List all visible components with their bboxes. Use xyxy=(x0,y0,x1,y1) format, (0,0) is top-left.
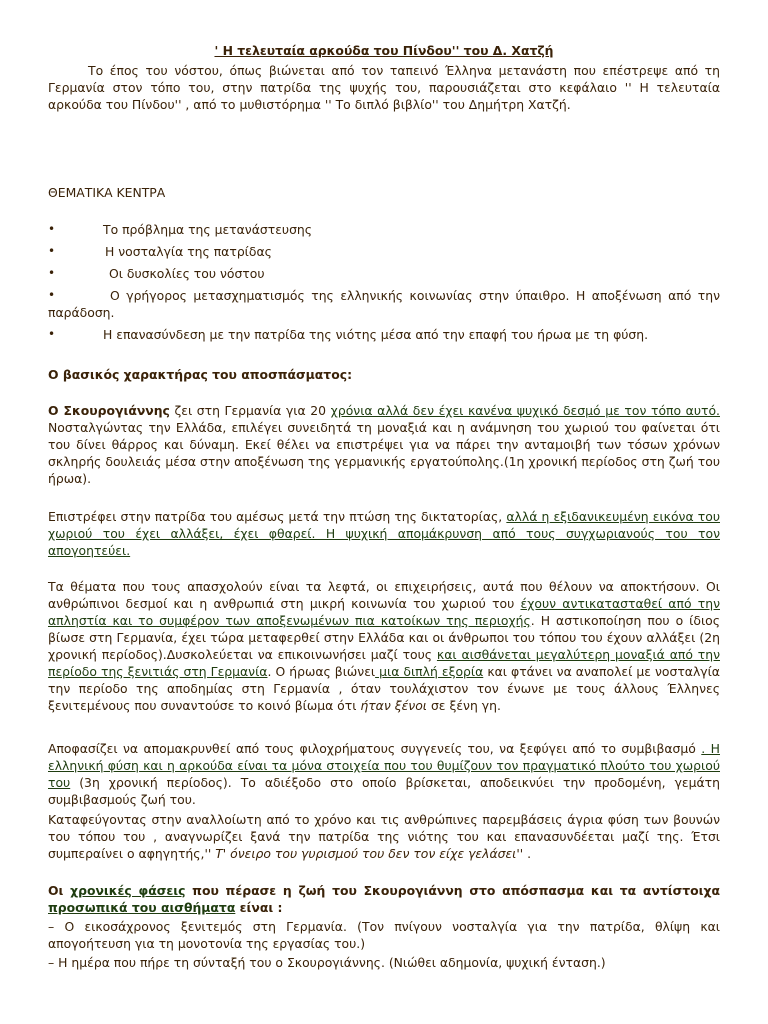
theme-text: Η επανασύνδεση με την πατρίδα της νιότης μέσα από την επαφή του ήρωα με τη φύση. xyxy=(103,327,649,342)
text-run: . Ο ήρωας βιώνει xyxy=(267,664,376,679)
text-run: Επιστρέφει στην πατρίδα του αμέσως μετά την πτώση της δικτατορίας, xyxy=(48,509,507,524)
list-item xyxy=(48,243,720,260)
theme-text: Οι δυσκολίες του νόστου xyxy=(109,266,265,281)
character-heading: Ο βασικός χαρακτήρας του αποσπάσματος: xyxy=(48,367,353,382)
text-run: και φτάνει να αναπολεί με νοσταλγία την περίοδο της αποδημίας στη Γερμανία , όταν τουλάχιστον τον ένωνε με τους άλλους Έλληνες ξενιτεμένους που συναντούσε το κοινό βίωμα ότι xyxy=(48,664,720,713)
text-run: . xyxy=(523,846,532,861)
bullet-icon: • xyxy=(48,327,56,341)
theme-text: Το πρόβλημα της μετανάστευσης xyxy=(103,222,313,237)
italic-text: ήταν ξένοι xyxy=(360,698,428,713)
text-run: . Η αστικοποίηση που ο ίδιος βίωσε στη Γερμανία, έχει τώρα μεταφερθεί στην Ελλάδα και οι άνθρωποι του τόπου του έχουν αλλάξει (2η χρονική περίοδος).Δυσκολεύεται να επικοινωνήσει μαζί τους xyxy=(48,613,720,662)
list-item xyxy=(48,221,720,238)
paragraph-1 xyxy=(48,402,720,487)
phase-item: – Η ημέρα που πήρε τη σύνταξή του ο Σκουρογιάννης. (Νιώθει αδημονία, ψυχική ένταση.) xyxy=(48,955,606,970)
themes-heading: ΘΕΜΑΤΙΚΑ ΚΕΝΤΡΑ xyxy=(48,185,166,200)
underlined-text: αλλά η εξιδανικευμένη εικόνα του χωριού του έχει αλλάξει, έχει φθαρεί. Η ψυχική απομάκρυνση από τους συγχωριανούς του τον απογοητεύει. xyxy=(48,509,720,558)
theme-text: Η νοσταλγία της πατρίδας xyxy=(105,244,272,259)
paragraph-3 xyxy=(48,578,720,714)
text-run: Οι xyxy=(48,883,71,898)
phases-heading xyxy=(48,882,720,916)
paragraph-5 xyxy=(48,811,720,862)
list-item xyxy=(48,287,720,321)
underlined-text: προσωπικά του αισθήματα xyxy=(48,900,236,915)
text-run: Καταφεύγοντας στην αναλλοίωτη από το χρόνο και τις ανθρώπινες παρεμβάσεις άγρια φύση των βουνών του τόπου του , αναγνωρίζει ξανά την πατρίδα της νιότης του και επανασυνδέεται μαζί της. Έτσι συμπεραίνει ο αφηγητής,'' xyxy=(48,812,720,861)
themes-list xyxy=(48,221,720,348)
bullet-icon: • xyxy=(48,244,56,258)
bullet-icon: • xyxy=(48,266,56,280)
text-run: Αποφασίζει να απομακρυνθεί από τους φιλοχρήματους συγγενείς του, να ξεφύγει από το συμβιβασμό xyxy=(48,741,702,756)
underlined-text: και αισθάνεται μεγαλύτερη μοναξιά από την περίοδο της ξενιτιάς στη Γερμανία xyxy=(48,647,720,679)
text-run: (3η χρονική περίοδος). Το αδιέξοδο στο οποίο βρίσκεται, αποδεικνύει την προδομένη, γεμάτη συμβιβασμούς ζωή του. xyxy=(48,775,720,807)
underlined-text: . Η ελληνική φύση και η αρκούδα είναι τα μόνα στοιχεία που του θυμίζουν τον πραγματικό πλούτο του χωριού του xyxy=(48,741,720,790)
hero-name: Ο Σκουρογιάννης xyxy=(48,403,170,418)
bullet-icon: • xyxy=(48,222,56,236)
underlined-text: χρόνια αλλά δεν έχει κανένα ψυχικό δεσμό με τον τόπο αυτό. xyxy=(330,403,720,418)
underlined-text: έχουν αντικατασταθεί από την απληστία και το συμφέρον των αποξενωμένων πια κατοίκων της περιοχής xyxy=(48,596,720,628)
paragraph-4 xyxy=(48,740,720,808)
phase-item: – Ο εικοσάχρονος ξενιτεμός στη Γερμανία. (Τον πνίγουν νοσταλγία για την πατρίδα, θλίψη και απογοήτευση για τη μονοτονία της εργασίας του.) xyxy=(48,919,720,951)
text-run: Νοσταλγώντας την Ελλάδα, επιλέγει συνειδητά τη μοναξιά και η ανάμνηση του χωριού του φαίνεται ότι του δίνει θάρρος και δύναμη. Εκεί θέλει να επιστρέψει για να πάρει την ανταμοιβή των τόσων χρόνων σκληρής δουλειάς μέσα στην αποξένωση της γερμανικής εργατούπολης.(1η χρονική περίοδος στη ζωή του ήρωα). xyxy=(48,420,720,486)
bullet-icon: • xyxy=(48,288,56,302)
text-run: είναι : xyxy=(235,900,283,915)
document-title: ' Η τελευταία αρκούδα του Πίνδου'' του Δ. Χατζή xyxy=(214,43,554,58)
text-run: ζει στη Γερμανία για 20 xyxy=(169,403,331,418)
theme-text: Ο γρήγορος μετασχηματισμός της ελληνικής κοινωνίας στην ύπαιθρο. Η αποξένωση από την παράδοση. xyxy=(48,288,720,320)
underlined-text: χρονικές φάσεις xyxy=(70,883,186,898)
text-run: σε ξένη γη. xyxy=(427,698,501,713)
italic-text: Τ' όνειρο του γυρισμού του δεν τον είχε γελάσει'' xyxy=(215,846,524,861)
list-item xyxy=(48,326,720,343)
list-item xyxy=(48,265,720,282)
underlined-text: μια διπλή εξορία xyxy=(375,664,484,679)
text-run: που πέρασε η ζωή του Σκουρογιάννη στο απόσπασμα και τα αντίστοιχα xyxy=(185,883,720,898)
intro-paragraph: Το έπος του νόστου, όπως βιώνεται από τον ταπεινό Έλληνα μετανάστη που επέστρεψε από τη Γερμανία στον τόπο του, στην πατρίδα της ψυχής του, παρουσιάζεται στο κεφάλαιο '' Η τελευταία αρκούδα του Πίνδου'' , από το μυθιστόρημα '' Το διπλό βιβλίο'' του Δημήτρη Χατζή. xyxy=(48,63,720,112)
paragraph-2 xyxy=(48,508,720,559)
text-run: Τα θέματα που τους απασχολούν είναι τα λεφτά, οι επιχειρήσεις, αυτά που θέλουν να αποκτήσουν. Οι ανθρώπινοι δεσμοί και η ανθρωπιά στη μικρή κοινωνία του χωριού του xyxy=(48,579,720,611)
